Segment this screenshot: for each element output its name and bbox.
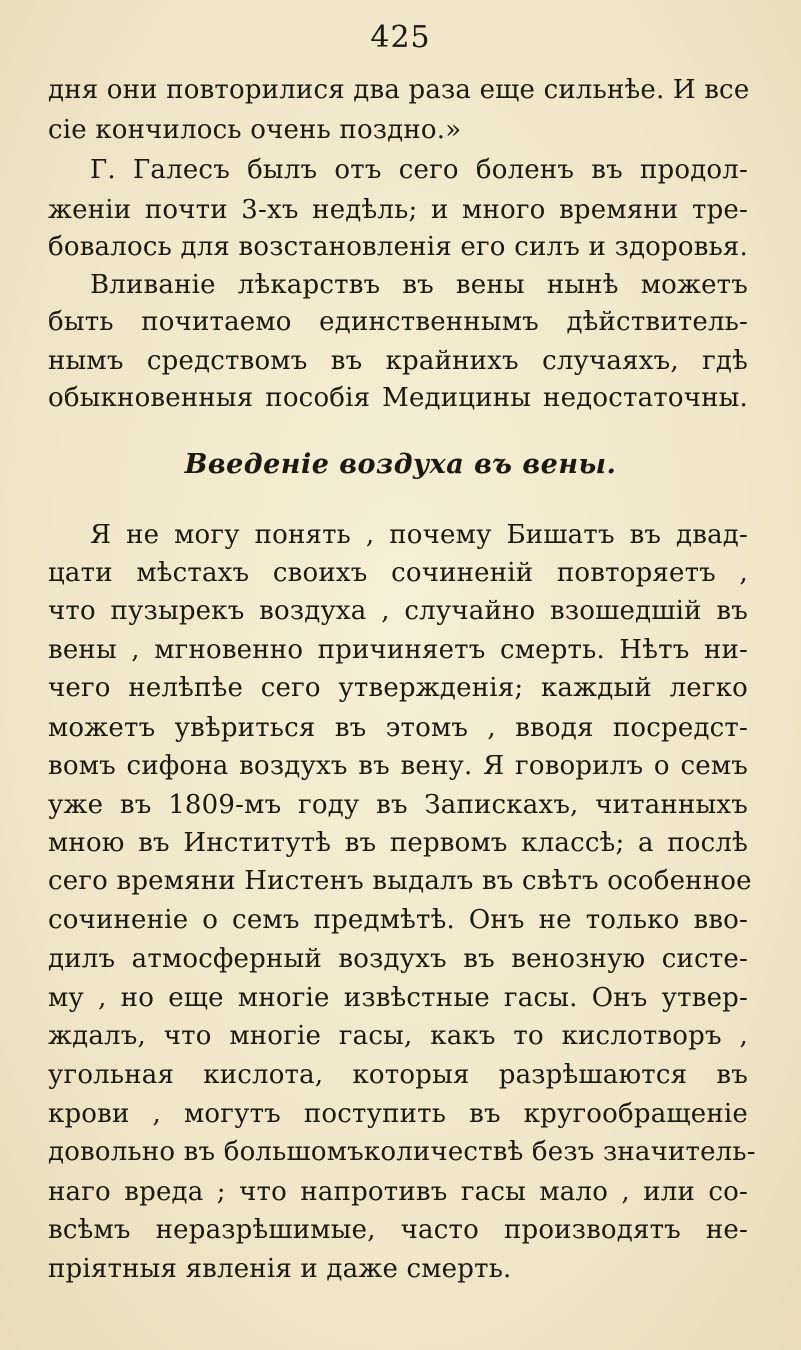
text-line: вомъ сифона воздухъ въ вену. Я говорилъ о семъ — [48, 751, 748, 781]
text-line: мною въ Институтѣ въ первомъ классѣ; а послѣ — [48, 828, 748, 858]
text-line: ждалъ, что многіе гасы, какъ то кислотворъ , — [48, 1021, 748, 1051]
text-line: дилъ атмосферный воздухъ въ венозную систе- — [48, 944, 748, 974]
text-line: чего нелѣпѣе сего утвержденія; каждый легко — [48, 673, 748, 703]
text-line: женіи почти 3-хъ недѣль; и много времяни тре- — [48, 195, 748, 225]
text-line: пріятныя явленія и даже смерть. — [48, 1254, 512, 1284]
text-line: что пузырекъ воздуха , случайно взошедшій въ — [48, 596, 748, 626]
page-number: 425 — [370, 20, 431, 55]
text-line: Г. Галесъ былъ отъ сего боленъ въ продол- — [90, 155, 748, 185]
text-line: сочиненіе о семъ предмѣтѣ. Онъ не только вво- — [48, 905, 748, 935]
text-line: всѣмъ неразрѣшимые, часто производятъ не- — [48, 1215, 748, 1245]
text-line: быть почитаемо единственнымъ дѣйствитель- — [48, 307, 748, 337]
text-line: довольно въ большомъколичествѣ безъ значитель- — [48, 1137, 756, 1167]
text-line: сего времяни Нистенъ выдалъ въ свѣтъ особенное — [48, 866, 752, 896]
text-line: нымъ средствомъ въ крайнихъ случаяхъ, гдѣ — [48, 346, 748, 376]
text-line: Вливаніе лѣкарствъ въ вены нынѣ можетъ — [90, 270, 748, 300]
text-line: можетъ увѣриться въ этомъ , вводя посредст- — [48, 713, 748, 743]
text-line: цати мѣстахъ своихъ сочиненій повторяетъ , — [48, 558, 748, 588]
section-heading: Введеніе воздуха въ вены. — [184, 449, 617, 480]
text-line: уже въ 1809-мъ году въ Запискахъ, читанныхъ — [48, 790, 748, 820]
text-line: вены , мгновенно причиняетъ смерть. Нѣтъ ни- — [48, 635, 748, 665]
text-line: обыкновенныя пособія Медицины недостаточны. — [48, 383, 748, 413]
text-line: сіе кончилось очень поздно.» — [48, 115, 462, 145]
text-line: бовалось для возстановленія его силъ и здоровья. — [48, 232, 748, 262]
text-line: наго вреда ; что напротивъ гасы мало , или со- — [48, 1177, 748, 1207]
text-line: Я не могу понять , почему Бишатъ въ двад- — [90, 520, 748, 550]
text-line: крови , могутъ поступить въ кругообращеніе — [48, 1099, 748, 1129]
text-line: угольная кислота, которыя разрѣшаются въ — [48, 1060, 748, 1090]
text-line: дня они повторилися два раза еще сильнѣе. И все — [48, 75, 750, 105]
text-line: му , но еще многіе извѣстные гасы. Онъ утвер- — [48, 983, 748, 1013]
